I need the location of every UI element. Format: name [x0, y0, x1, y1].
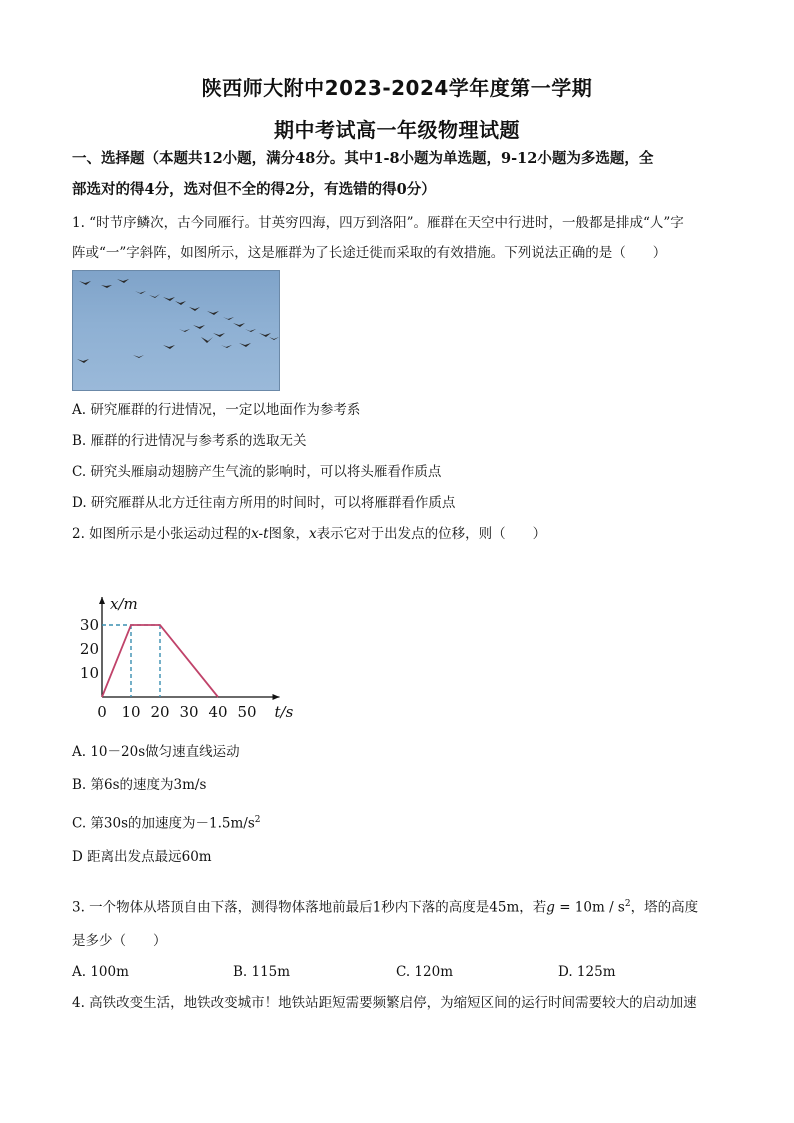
- y-axis-arrow-icon: [99, 597, 105, 604]
- q3-stem-g: g: [546, 899, 555, 916]
- page-title-line2: 期中考试高一年级物理试题: [274, 118, 520, 142]
- q2-stem-mid: 图象，: [268, 526, 310, 542]
- q3-stem-line2: 是多少（ ）: [72, 933, 167, 949]
- q3-stem-post: ，塔的高度: [630, 899, 699, 916]
- y-axis-label: x/m: [110, 595, 138, 613]
- q4-stem-line1: 4. 高铁改变生活，地铁改变城市！地铁站距短需要频繁启停，为缩短区间的运行时间需要较大的启动加速: [72, 995, 697, 1011]
- x-tick-label-1: 10: [121, 703, 141, 721]
- q3-stem-eq: = 10m / s: [554, 899, 625, 916]
- x-axis-label: t/s: [274, 703, 294, 721]
- q1-stem-line2: 阵或“一”字斜阵，如图所示，这是雁群为了长途迁徙而采取的有效措施。下列说法正确的是（ ）: [72, 245, 667, 261]
- q1-option-d[interactable]: D. 研究雁群从北方迁往南方所用的时间时，可以将雁群看作质点: [72, 495, 456, 511]
- q3-option-b[interactable]: B. 115m: [233, 964, 291, 980]
- q3-option-d[interactable]: D. 125m: [558, 964, 616, 980]
- q2-stem-var2: x: [309, 526, 317, 542]
- geese-flock-icon: [73, 271, 279, 390]
- x-tick-label-5: 50: [237, 703, 257, 721]
- x-tick-label-4: 40: [208, 703, 228, 721]
- page-title-line1: 陕西师大附中2023-2024学年度第一学期: [201, 76, 593, 100]
- x-axis-arrow-icon: [273, 694, 280, 700]
- q2-option-c[interactable]: [72, 811, 261, 833]
- q2-option-c-text: C. 第30s的加速度为－1.5m/s: [72, 815, 255, 832]
- y-tick-label-2: 30: [80, 616, 99, 634]
- geese-photo: [72, 270, 280, 391]
- q1-option-b[interactable]: B. 雁群的行进情况与参考系的选取无关: [72, 433, 307, 449]
- q1-stem-line1: 1. “时节序鳞次，古今同雁行。甘英穷四海，四万到洛阳”。雁群在天空中行进时，一般都是排成“人”字: [72, 215, 684, 231]
- q2-option-d[interactable]: D 距离出发点最远60m: [72, 849, 212, 865]
- q3-stem-pre: 3. 一个物体从塔顶自由下落，测得物体落地前最后1秒内下落的高度是45m，若: [72, 899, 547, 916]
- q3-option-a[interactable]: A. 100m: [72, 964, 129, 980]
- y-tick-label-0: 10: [80, 664, 99, 682]
- xt-graph: [80, 560, 310, 725]
- q2-option-c-sup: 2: [254, 815, 261, 825]
- q2-stem: [72, 525, 732, 543]
- y-tick-label-1: 20: [80, 640, 99, 658]
- x-tick-label-0: 0: [97, 703, 107, 721]
- xt-graph-svg: [80, 560, 310, 725]
- q3-stem-line1: [72, 895, 732, 917]
- q2-stem-pre: 2. 如图所示是小张运动过程的: [72, 526, 252, 542]
- x-tick-label-2: 20: [150, 703, 170, 721]
- x-tick-label-3: 30: [179, 703, 199, 721]
- section-heading-line2: 部选对的得4分，选对但不全的得2分，有选错的得0分）: [72, 181, 436, 198]
- q3-option-c[interactable]: C. 120m: [396, 964, 453, 980]
- q2-option-b[interactable]: B. 第6s的速度为3m/s: [72, 777, 207, 793]
- q2-stem-post: 表示它对于出发点的位移，则（ ）: [316, 526, 547, 542]
- section-heading-line1: 一、选择题（本题共12小题，满分48分。其中1-8小题为单选题，9-12小题为多选题，全: [72, 150, 654, 167]
- q1-option-c[interactable]: C. 研究头雁扇动翅膀产生气流的影响时，可以将头雁看作质点: [72, 464, 442, 480]
- q2-option-a[interactable]: A. 10－20s做匀速直线运动: [72, 744, 240, 760]
- q1-option-a[interactable]: A. 研究雁群的行进情况，一定以地面作为参考系: [72, 402, 361, 418]
- q2-stem-var1: x-t: [251, 526, 269, 542]
- q3-stem-sup: 2: [624, 899, 631, 909]
